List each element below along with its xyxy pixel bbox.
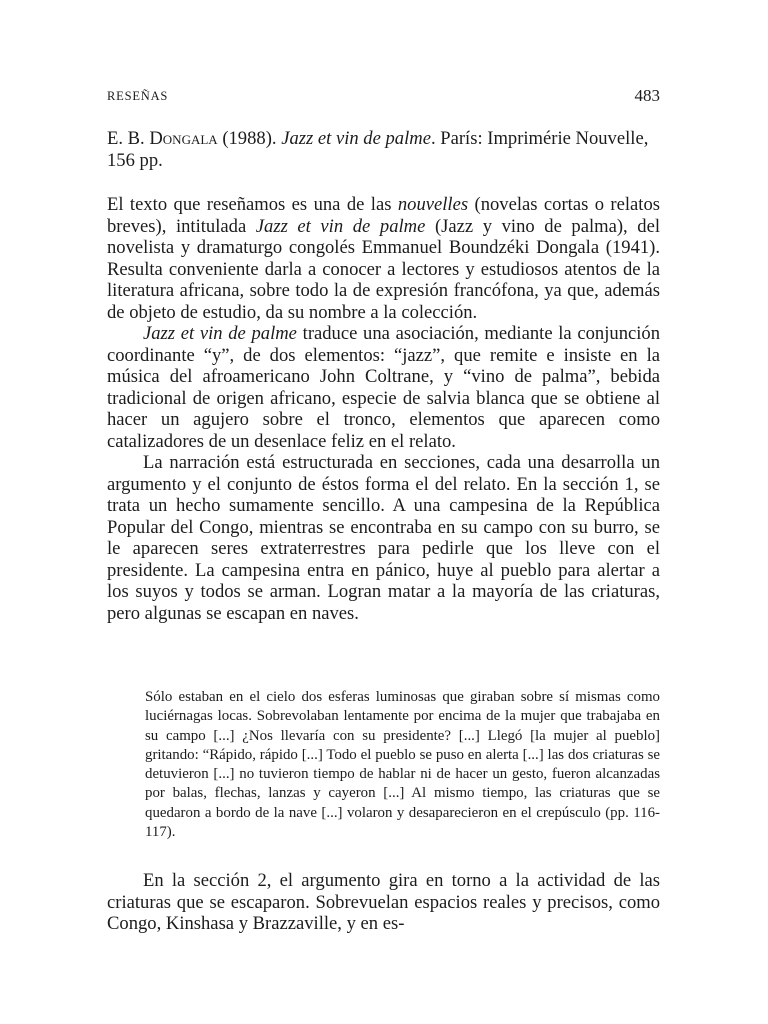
- paragraph-1-italic-nouvelles: nouvelles: [397, 194, 469, 215]
- paragraph-2-italic-title: Jazz et vin de palme: [143, 323, 297, 344]
- paragraph-3: La narración está estructurada en secciones, cada una desarrolla un argumento y el conjunto de éstos forma el del relato. En la sección 1, se trata un hecho sumamente sencillo. A una campesina de la República Popular del Congo, mientras se encontraba en su campo con su burro, se le aparecen seres extraterrestres para pedirle que los lleve con el presidente. La campesina entra en pánico, huye al pueblo para alertar a los suyos y todos se arman. Logran matar a la mayoría de las criaturas, pero algunas se escapan en naves.: [107, 452, 660, 624]
- paragraph-1-text-e: (Jazz y vino de palma), del novelista y dramaturgo congolés Emmanuel Boundzéki Dongala (1941). Resulta conveniente darla a conocer a lectores y estudiosos atentos de la literatura africana, sobre todo la de expresión francófona, ya que, además de objeto de estudio, da su nombre a la colección.: [107, 215, 661, 323]
- paragraph-1: [107, 194, 660, 323]
- paragraph-4: En la sección 2, el argumento gira en torno a la actividad de las criaturas que se escaparon. Sobrevuelan espacios reales y precisos, como Congo, Kinshasa y Brazzaville, y en es-: [107, 870, 660, 934]
- review-body-continued: [107, 870, 660, 935]
- paragraph-2: [107, 323, 660, 452]
- citation-publication: . París: Imprimérie Nouvelle, 156 pp.: [107, 128, 649, 171]
- block-quote: [145, 688, 660, 842]
- paragraph-1-italic-title: Jazz et vin de palme: [255, 215, 426, 237]
- citation-year: (1988).: [217, 128, 282, 149]
- paragraph-1-text-a: El texto que reseñamos es una de las: [107, 194, 398, 215]
- paragraph-2-text: traduce una asociación, mediante la conjunción coordinante “y”, de dos elementos: “jazz”, que remite e insiste en la música del afroamericano John Coltrane, y “vino de palma”, bebida tradicional de origen africano, especie de salvia blanca que se obtiene al hacer un agujero sobre el tronco, elementos que aparecen como catalizadores de un desenlace feliz en el relato.: [107, 323, 661, 452]
- paragraph-1-text-c: (novelas cortas o relatos breves), intitulada: [107, 194, 660, 237]
- citation-author-initials: E. B.: [107, 128, 150, 149]
- page-number: 483: [634, 86, 660, 105]
- running-head: RESEÑAS: [107, 89, 169, 103]
- block-quote-text: Sólo estaban en el cielo dos esferas luminosas que giraban sobre sí mismas como luciérnagas locas. Sobrevolaban lentamente por encima de la mujer que trabajaba en su campo [...] ¿Nos llevaría con su presidente? [...] Llegó [la mujer al pueblo] gritando: “Rápido, rápido [...] Todo el pueblo se puso en alerta [...] las dos criaturas se detuvieron [...] no tuvieron tiempo de hablar ni de hacer un gesto, fueron alcanzadas por balas, flechas, lanzas y cayeron [...] Al mismo tiempo, las criaturas que se quedaron a bordo de la nave [...] volaron y desaparecieron en el crepúsculo (pp. 116-117).: [145, 689, 660, 841]
- citation-title: Jazz et vin de palme: [281, 128, 431, 149]
- review-body: [107, 194, 660, 624]
- bibliographic-citation: [107, 128, 660, 171]
- citation-author-surname: Dongala: [149, 128, 218, 149]
